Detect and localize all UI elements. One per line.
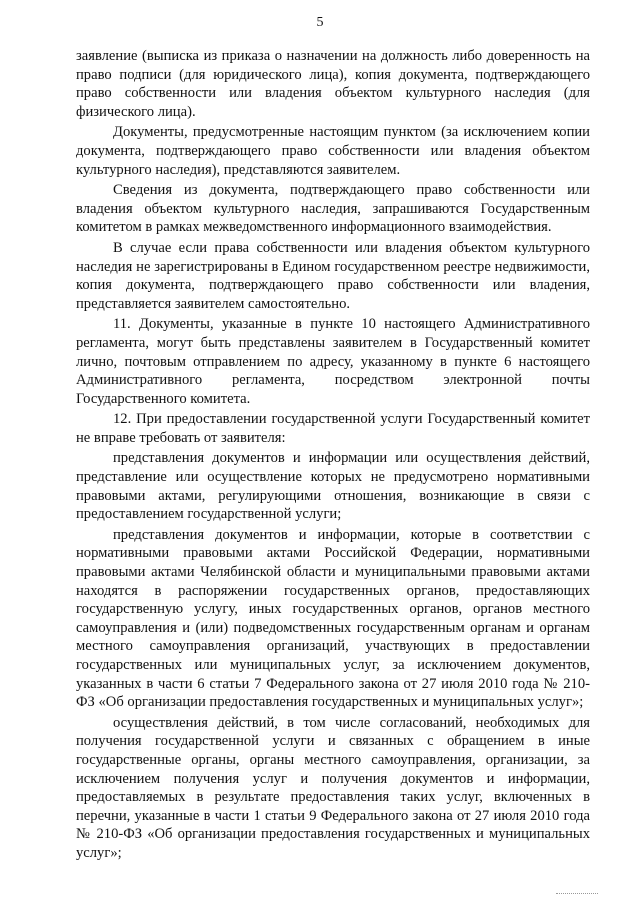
- paragraph-item-12: 12. При предоставлении государственной услуги Государственный комитет не вправе требовать от заявителя:: [76, 411, 590, 446]
- paragraph-prohibition-1: представления документов и информации или осуществления действий, представление или осуществление которых не предусмотрено нормативными правовыми актами, регулирующими отношения, возникающие в связи с предоставлением государственной услуги;: [76, 450, 590, 523]
- footer-scan-mark: [556, 893, 598, 896]
- paragraph-prohibition-3: осуществления действий, в том числе согласований, необходимых для получения государственной услуги и связанных с обращением в иные государственные органы, органы местного самоуправления, организации, за исключением получения услуг и получения документов и информации, предоставляемых в результате предоставления таких услуг, включенных в перечни, указанные в части 1 статьи 9 Федерального закона от 27 июля 2010 года № 210-ФЗ «Об организации предоставления государственных и муниципальных услуг»;: [76, 714, 590, 861]
- paragraph-ownership-info: Сведения из документа, подтверждающего право собственности или владения объектом культурного наследия, запрашиваются Государственным комитетом в рамках межведомственного информационного взаимодействия.: [76, 182, 590, 236]
- paragraph-unregistered-rights: В случае если права собственности или владения объектом культурного наследия не зарегистрированы в Едином государственном реестре недвижимости, копия документа, подтверждающего право собственности или владения, представляется заявителем самостоятельно.: [76, 239, 590, 312]
- document-body: [76, 47, 590, 865]
- page-number: 5: [316, 15, 324, 30]
- paragraph-documents-submitted: Документы, предусмотренные настоящим пунктом (за исключением копии документа, подтверждающего право собственности или владения объектом культурного наследия), представляются заявителем.: [76, 124, 590, 178]
- paragraph-applicant-statement: заявление (выписка из приказа о назначении на должность либо доверенность на право подписи (для юридического лица), копия документа, подтверждающего право собственности или владения объектом культурного наследия (для физического лица).: [76, 48, 590, 120]
- paragraph-prohibition-2: представления документов и информации, которые в соответствии с нормативными правовыми актами Российской Федерации, нормативными правовыми актами Челябинской области и муниципальными правовыми актами находятся в распоряжении государственных органов, предоставляющих государственную услугу, иных государственных органов, органов местного самоуправления и (или) подведомственных государственным органам и органам местного самоуправления организаций, участвующих в предоставлении государственных или муниципальных услуг, за исключением документов, указанных в части 6 статьи 7 Федерального закона от 27 июля 2010 года № 210-ФЗ «Об организации предоставления государственных и муниципальных услуг»;: [76, 526, 590, 711]
- paragraph-item-11: 11. Документы, указанные в пункте 10 настоящего Административного регламента, могут быть представлены заявителем в Государственный комитет лично, почтовым отправлением по адресу, указанному в пункте 6 настоящего Административного регламента, посредством электронной почты Государственного комитета.: [76, 316, 590, 407]
